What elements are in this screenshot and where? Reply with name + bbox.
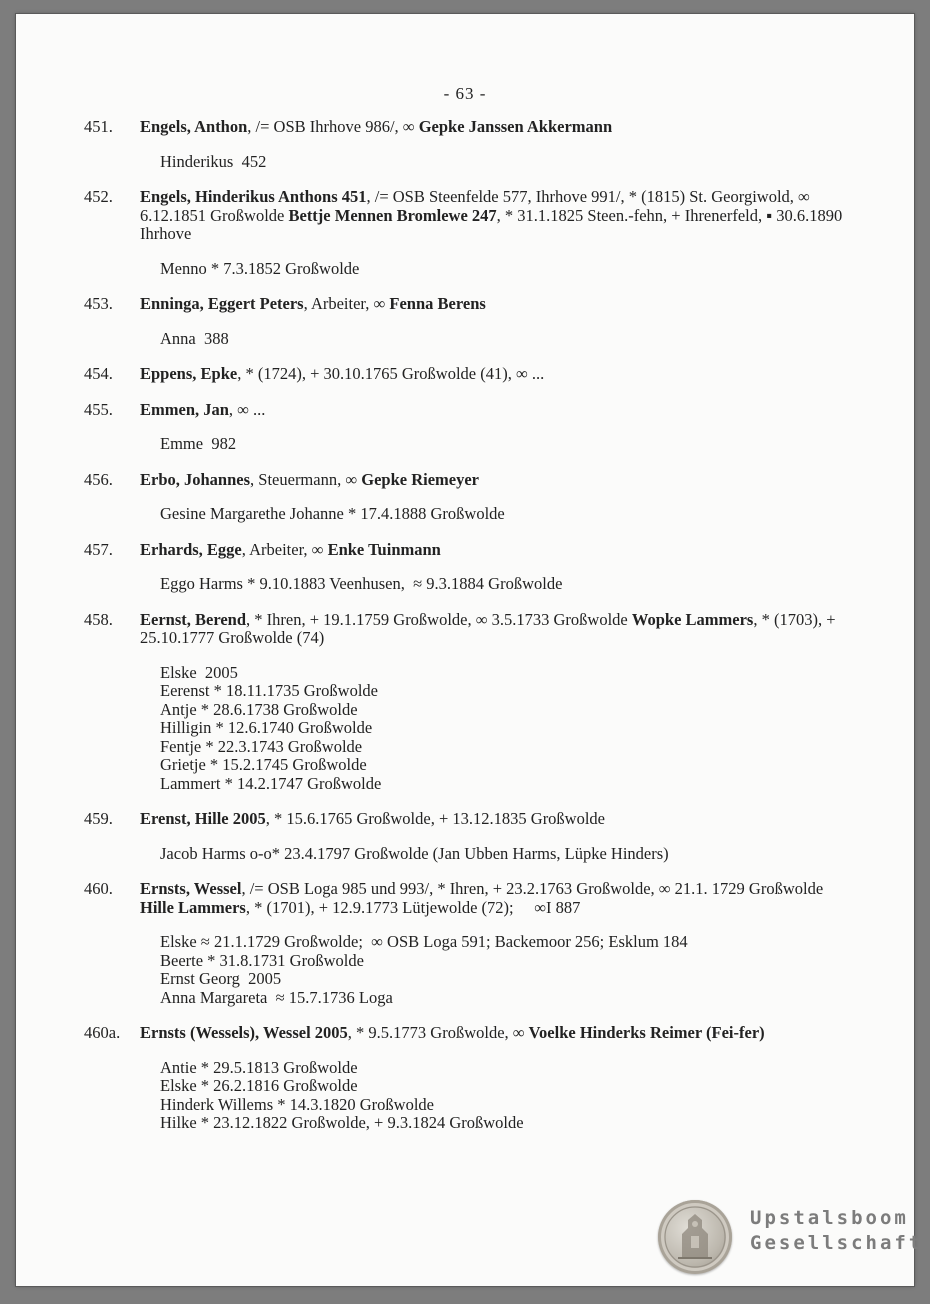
spouse-name: Voelke Hinderks Reimer (Fei-fer) bbox=[528, 1023, 765, 1042]
entry-number: 454. bbox=[84, 364, 113, 383]
entry-459 bbox=[84, 810, 854, 863]
children-list bbox=[84, 933, 854, 1007]
child-item: Grietje * 15.2.1745 Großwolde bbox=[160, 755, 367, 774]
child-item: Gesine Margarethe Johanne * 17.4.1888 Großwolde bbox=[160, 504, 505, 523]
child-item: Elske ≈ 21.1.1729 Großwolde; ∞ OSB Loga 591; Backemoor 256; Esklum 184 bbox=[160, 932, 688, 951]
person-name: Enninga, Eggert Peters bbox=[140, 294, 304, 313]
entry-details-tail: , * 31.1.1825 Steen.-fehn, + Ihrenerfeld, ▪ 30.6.1890 Ihrhove bbox=[140, 205, 843, 243]
entry-453 bbox=[84, 295, 854, 348]
entry-details: , /= OSB Loga 985 und 993/, * Ihren, + 23.2.1763 Großwolde, ∞ 21.1. 1729 Großwolde bbox=[241, 879, 824, 898]
entry-details: , Steuermann, ∞ bbox=[250, 469, 362, 489]
entry-details: , * Ihren, + 19.1.1759 Großwolde, ∞ 3.5.1733 Großwolde bbox=[246, 609, 632, 629]
entry-number: 458. bbox=[84, 609, 113, 629]
spouse-name: Gepke Janssen Akkermann bbox=[418, 117, 613, 136]
entry-number: 451. bbox=[84, 117, 113, 136]
person-name: Ernsts, Wessel bbox=[140, 879, 242, 898]
entry-457 bbox=[84, 541, 854, 594]
children-list bbox=[84, 575, 854, 594]
children-list bbox=[84, 435, 854, 454]
spouse-name: Gepke Riemeyer bbox=[361, 469, 479, 489]
child-item: Eggo Harms * 9.10.1883 Veenhusen, ≈ 9.3.1884 Großwolde bbox=[160, 574, 563, 593]
seal-emblem-icon bbox=[658, 1200, 732, 1274]
person-name: Engels, Anthon bbox=[140, 117, 248, 136]
entry-454 bbox=[84, 365, 854, 384]
entry-details: , * (1724), + 30.10.1765 Großwolde (41), ∞ ... bbox=[237, 364, 545, 383]
child-item: Anna Margareta ≈ 15.7.1736 Loga bbox=[160, 987, 393, 1007]
child-item: Elske 2005 bbox=[160, 662, 238, 682]
children-list bbox=[84, 260, 854, 279]
child-item: Jacob Harms o-o* 23.4.1797 Großwolde (Jan Ubben Harms, Lüpke Hinders) bbox=[160, 843, 669, 863]
entry-460a bbox=[84, 1024, 854, 1133]
children-list bbox=[84, 505, 854, 524]
page-number: - 63 - bbox=[443, 84, 487, 103]
person-name: Ernsts (Wessels), Wessel 2005 bbox=[140, 1023, 348, 1042]
children-list bbox=[84, 153, 854, 172]
entry-number: 455. bbox=[84, 399, 113, 419]
entry-456 bbox=[84, 471, 854, 524]
child-item: Hinderikus 452 bbox=[160, 151, 267, 171]
seal-icon bbox=[658, 1200, 732, 1274]
entry-460 bbox=[84, 880, 854, 1007]
spouse-name: Wopke Lammers bbox=[631, 609, 754, 629]
entry-number: 460a. bbox=[84, 1023, 121, 1042]
entry-452 bbox=[84, 188, 854, 278]
spouse-name: Hille Lammers bbox=[140, 897, 246, 917]
child-item: Hilke * 23.12.1822 Großwolde, + 9.3.1824 Großwolde bbox=[160, 1113, 524, 1132]
spouse-name: Enke Tuinmann bbox=[327, 539, 441, 559]
entry-number: 452. bbox=[84, 187, 113, 206]
child-item: Emme 982 bbox=[160, 434, 237, 453]
children-list bbox=[84, 845, 854, 864]
document-page bbox=[16, 14, 924, 1286]
entry-451 bbox=[84, 118, 854, 171]
child-item: Fentje * 22.3.1743 Großwolde bbox=[160, 736, 363, 756]
child-item: Hinderk Willems * 14.3.1820 Großwolde bbox=[160, 1094, 434, 1114]
entry-details-tail: , * (1703), + 25.10.1777 Großwolde (74) bbox=[140, 609, 836, 647]
child-item: Beerte * 31.8.1731 Großwolde bbox=[160, 950, 364, 970]
person-name: Engels, Hinderikus Anthons 451 bbox=[140, 187, 367, 206]
entry-458 bbox=[84, 611, 854, 794]
person-name: Eppens, Epke bbox=[140, 364, 238, 383]
entry-details: , /= OSB Steenfelde 577, Ihrhove 991/, * (1815) St. Georgiwold, ∞ 6.12.1851 Großwolde bbox=[140, 187, 810, 225]
spouse-name: Fenna Berens bbox=[389, 294, 486, 313]
person-name: Eernst, Berend bbox=[140, 609, 247, 629]
entry-details: , Arbeiter, ∞ bbox=[303, 294, 390, 313]
entry-details: , /= OSB Ihrhove 986/, ∞ bbox=[247, 117, 419, 136]
publisher-name-line1: Upstalsboom bbox=[750, 1207, 909, 1229]
publisher-logo bbox=[658, 1200, 924, 1278]
entry-number: 457. bbox=[84, 539, 113, 559]
entry-number: 453. bbox=[84, 294, 113, 313]
child-item: Menno * 7.3.1852 Großwolde bbox=[160, 258, 360, 278]
person-name: Erbo, Johannes bbox=[140, 469, 251, 489]
publisher-name-line2: Gesellschaft bbox=[750, 1232, 924, 1254]
child-item: Antje * 28.6.1738 Großwolde bbox=[160, 699, 358, 719]
child-item: Lammert * 14.2.1747 Großwolde bbox=[160, 773, 382, 793]
child-item: Anna 388 bbox=[160, 328, 229, 348]
entry-number: 456. bbox=[84, 469, 113, 489]
publisher-name bbox=[750, 1206, 923, 1256]
child-item: Hilligin * 12.6.1740 Großwolde bbox=[160, 718, 373, 737]
children-list bbox=[84, 1059, 854, 1133]
entry-number: 459. bbox=[84, 809, 113, 828]
entry-455 bbox=[84, 401, 854, 454]
entry-details-tail: , * (1701), + 12.9.1773 Lütjewolde (72); ∞I 887 bbox=[245, 897, 581, 917]
child-item: Eerenst * 18.11.1735 Großwolde bbox=[160, 681, 378, 700]
entry-details: , ∞ ... bbox=[228, 399, 266, 419]
person-name: Emmen, Jan bbox=[140, 399, 229, 419]
child-item: Elske * 26.2.1816 Großwolde bbox=[160, 1076, 358, 1095]
children-list bbox=[84, 330, 854, 349]
entry-details: , Arbeiter, ∞ bbox=[241, 539, 328, 559]
children-list bbox=[84, 664, 854, 794]
genealogy-entries bbox=[84, 118, 854, 1133]
entry-details: , * 9.5.1773 Großwolde, ∞ bbox=[347, 1023, 529, 1042]
entry-number: 460. bbox=[84, 879, 113, 898]
spouse-name: Bettje Mennen Bromlewe 247 bbox=[288, 205, 497, 225]
child-item: Antie * 29.5.1813 Großwolde bbox=[160, 1057, 358, 1077]
entry-details: , * 15.6.1765 Großwolde, + 13.12.1835 Großwolde bbox=[265, 809, 606, 828]
person-name: Erhards, Egge bbox=[140, 539, 242, 559]
child-item: Ernst Georg 2005 bbox=[160, 969, 282, 988]
person-name: Erenst, Hille 2005 bbox=[140, 809, 266, 828]
